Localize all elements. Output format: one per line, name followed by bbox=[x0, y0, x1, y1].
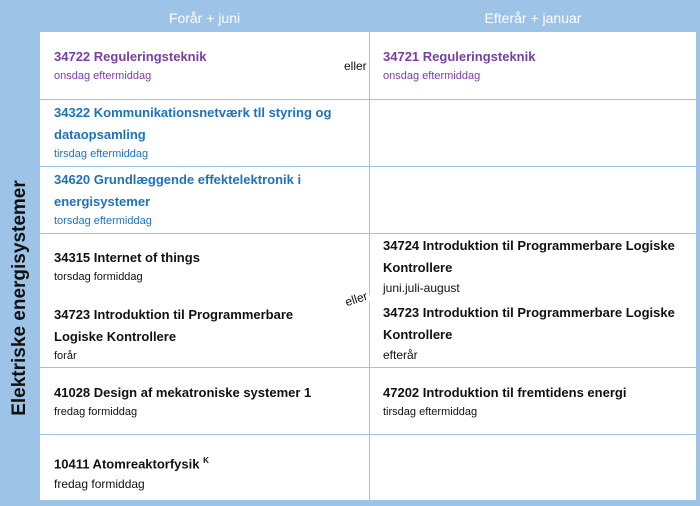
course-title-row bbox=[54, 450, 340, 475]
course-title: 34723 Introduktion til Programmerbare Logiske Kontrollere bbox=[54, 307, 294, 344]
course-mark: K bbox=[203, 456, 209, 465]
course-schedule: efterår bbox=[383, 348, 418, 362]
course-schedule: juni.juli-august bbox=[383, 281, 460, 295]
course-cell bbox=[40, 450, 340, 492]
course-cell bbox=[370, 235, 696, 296]
course-title: 34722 Reguleringsteknik bbox=[54, 49, 207, 64]
course-schedule: onsdag eftermiddag bbox=[383, 70, 481, 82]
table-body bbox=[40, 32, 696, 500]
course-schedule: fredag formiddag bbox=[54, 477, 145, 492]
course-cell bbox=[40, 169, 340, 228]
column-header-autumn: Efterår + januar bbox=[484, 10, 582, 26]
course-cell bbox=[40, 102, 360, 161]
course-title: 34721 Reguleringsteknik bbox=[383, 49, 536, 64]
course-schedule: onsdag eftermiddag bbox=[54, 70, 152, 82]
course-cell bbox=[370, 46, 696, 83]
course-cell bbox=[40, 46, 340, 83]
row-divider bbox=[40, 99, 696, 100]
row-divider bbox=[40, 367, 696, 368]
course-cell bbox=[370, 382, 696, 419]
or-label: eller bbox=[344, 59, 367, 73]
row-divider bbox=[40, 166, 696, 167]
course-title: 34723 Introduktion til Programmerbare Logiske Kontrollere bbox=[383, 305, 675, 342]
course-cell bbox=[40, 247, 340, 284]
course-schedule: torsdag eftermiddag bbox=[54, 215, 152, 227]
course-title: 34620 Grundlæggende effektelektronik i energisystemer bbox=[54, 172, 302, 209]
course-cell bbox=[40, 382, 360, 419]
column-header-spring: Forår + juni bbox=[168, 10, 241, 26]
row-divider bbox=[40, 233, 696, 234]
course-schedule: torsdag formiddag bbox=[54, 271, 143, 283]
course-schedule: tirsdag eftermiddag bbox=[383, 406, 478, 418]
course-cell bbox=[370, 302, 696, 363]
side-panel bbox=[0, 32, 40, 500]
side-label: Elektriske energisystemer bbox=[9, 180, 30, 416]
course-title: 10411 Atomreaktorfysik bbox=[54, 456, 200, 472]
row-divider bbox=[40, 434, 696, 435]
course-schedule: tirsdag eftermiddag bbox=[54, 148, 149, 160]
course-cell bbox=[40, 304, 340, 363]
course-schedule: forår bbox=[54, 350, 77, 362]
course-schedule: fredag formiddag bbox=[54, 406, 138, 418]
course-title: 34724 Introduktion til Programmerbare Logiske Kontrollere bbox=[383, 238, 675, 275]
course-title: 41028 Design af mekatroniske systemer 1 bbox=[54, 385, 312, 400]
course-title: 47202 Introduktion til fremtidens energi bbox=[383, 385, 627, 400]
or-label: eller bbox=[343, 288, 370, 310]
course-title: 34322 Kommunikationsnetværk tll styring og dataopsamling bbox=[54, 105, 332, 142]
course-title: 34315 Internet of things bbox=[54, 250, 200, 265]
